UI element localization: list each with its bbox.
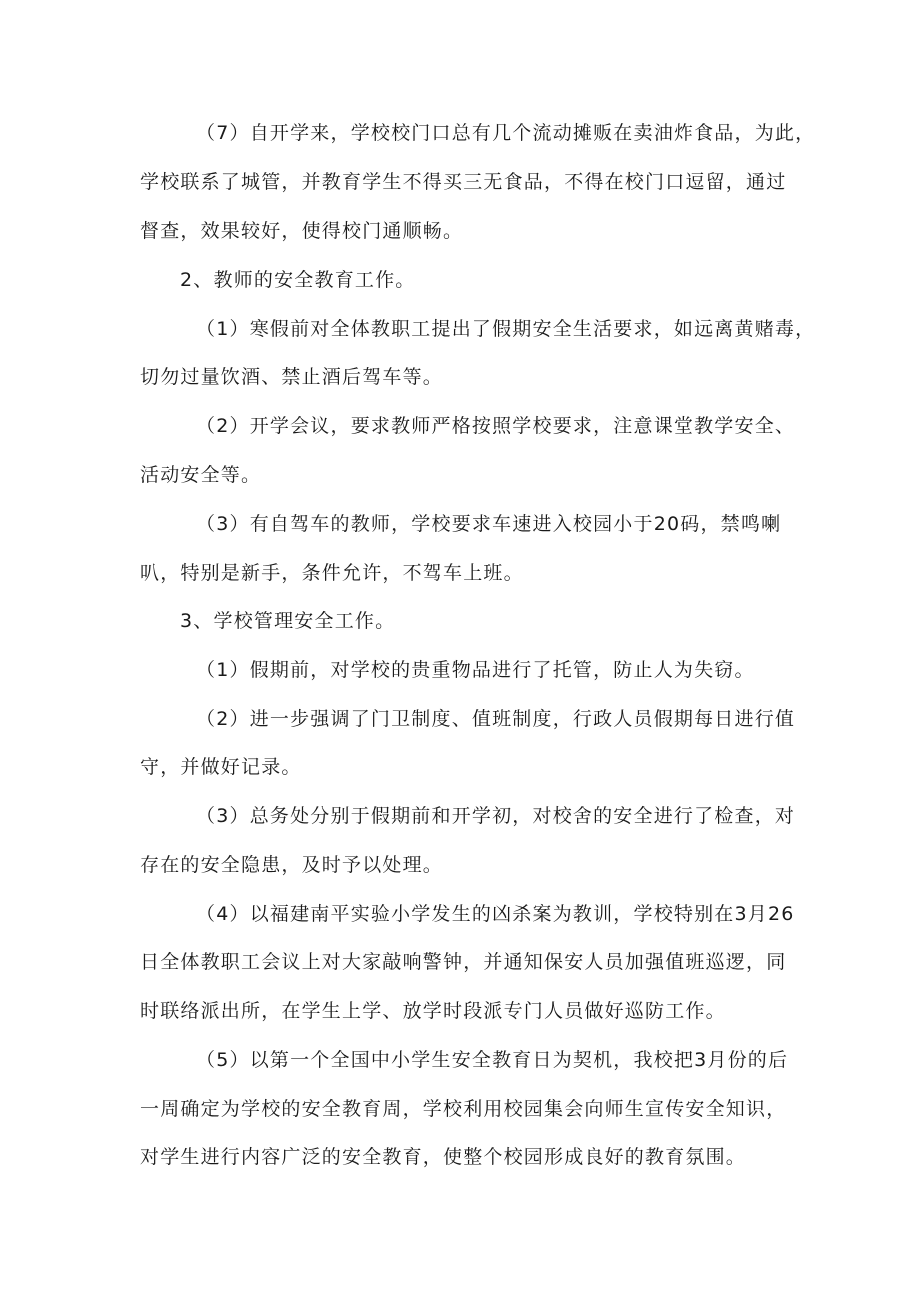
- paragraph-line: （2）进一步强调了门卫制度、值班制度，行政人员假期每日进行值: [196, 708, 796, 730]
- paragraph-line: （4）以福建南平实验小学发生的凶杀案为教训，学校特别在3月26: [196, 903, 795, 925]
- paragraph-line: 存在的安全隐患，及时予以处理。: [140, 854, 444, 876]
- paragraph-line: 学校联系了城管，并教育学生不得买三无食品，不得在校门口逗留，通过: [140, 171, 787, 193]
- section-heading: 2、教师的安全教育工作。: [180, 269, 416, 291]
- section-heading: 3、学校管理安全工作。: [180, 610, 396, 632]
- paragraph-line: 活动安全等。: [140, 464, 262, 486]
- paragraph-line: 叭，特别是新手，条件允许，不驾车上班。: [140, 562, 524, 584]
- paragraph-line: （1）假期前，对学校的贵重物品进行了托管，防止人为失窃。: [196, 659, 755, 681]
- paragraph-line: 切勿过量饮酒、禁止酒后驾车等。: [140, 366, 444, 388]
- paragraph-line: （7）自开学来，学校校门口总有几个流动摊贩在卖油炸食品，为此，: [196, 122, 816, 144]
- paragraph-line: 一周确定为学校的安全教育周，学校利用校园集会向师生宣传安全知识，: [140, 1098, 787, 1120]
- paragraph-line: 日全体教职工会议上对大家敲响警钟，并通知保安人员加强值班巡逻，同: [140, 951, 787, 973]
- paragraph-line: （1）寒假前对全体教职工提出了假期安全生活要求，如远离黄赌毒，: [196, 318, 816, 340]
- paragraph-line: （2）开学会议，要求教师严格按照学校要求，注意课堂教学安全、: [196, 415, 796, 437]
- paragraph-line: 守，并做好记录。: [140, 756, 302, 778]
- paragraph-line: （3）总务处分别于假期前和开学初，对校舍的安全进行了检查，对: [196, 805, 796, 827]
- paragraph-line: 时联络派出所，在学生上学、放学时段派专门人员做好巡防工作。: [140, 1000, 726, 1022]
- paragraph-line: （3）有自驾车的教师，学校要求车速进入校园小于20码，禁鸣喇: [196, 513, 782, 535]
- paragraph-line: 督查，效果较好，使得校门通顺畅。: [140, 220, 464, 242]
- paragraph-line: （5）以第一个全国中小学生安全教育日为契机，我校把3月份的后: [196, 1049, 789, 1071]
- paragraph-line: 对学生进行内容广泛的安全教育，使整个校园形成良好的教育氛围。: [140, 1146, 747, 1168]
